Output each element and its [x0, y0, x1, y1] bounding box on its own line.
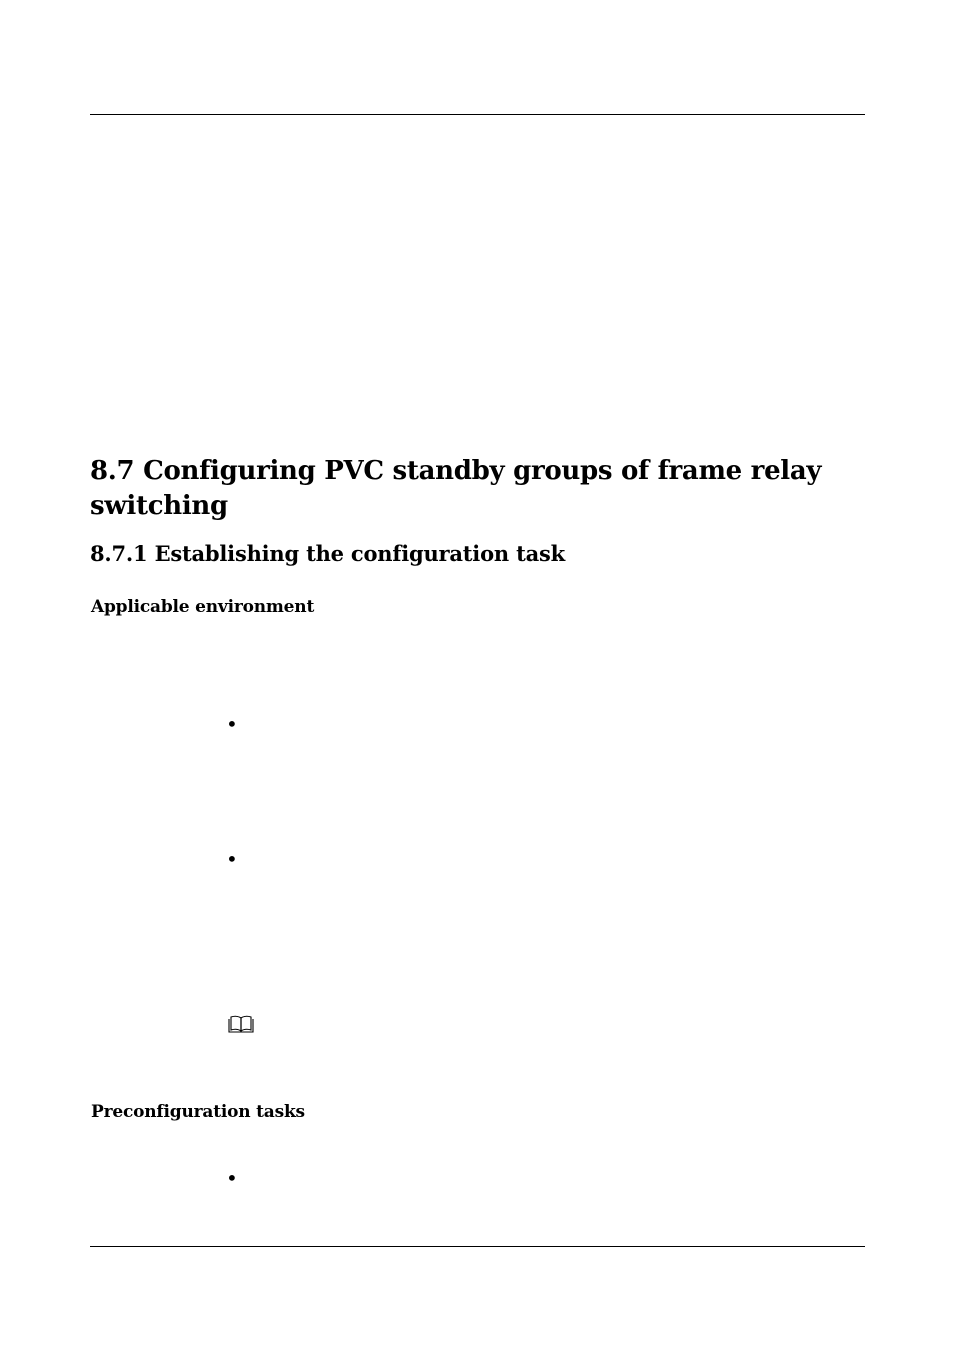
- footer-rule: [90, 1246, 865, 1247]
- list-bullet: •: [226, 1166, 238, 1190]
- list-bullet: •: [226, 712, 238, 736]
- preconfiguration-tasks-heading: Preconfiguration tasks: [91, 1102, 305, 1122]
- book-icon: [228, 1014, 254, 1034]
- applicable-environment-heading: Applicable environment: [91, 597, 315, 617]
- list-bullet: •: [226, 847, 238, 871]
- subsection-title: 8.7.1 Establishing the configuration task: [90, 541, 565, 566]
- header-rule: [90, 114, 865, 115]
- section-title: 8.7 Configuring PVC standby groups of frame relay switching: [90, 456, 822, 521]
